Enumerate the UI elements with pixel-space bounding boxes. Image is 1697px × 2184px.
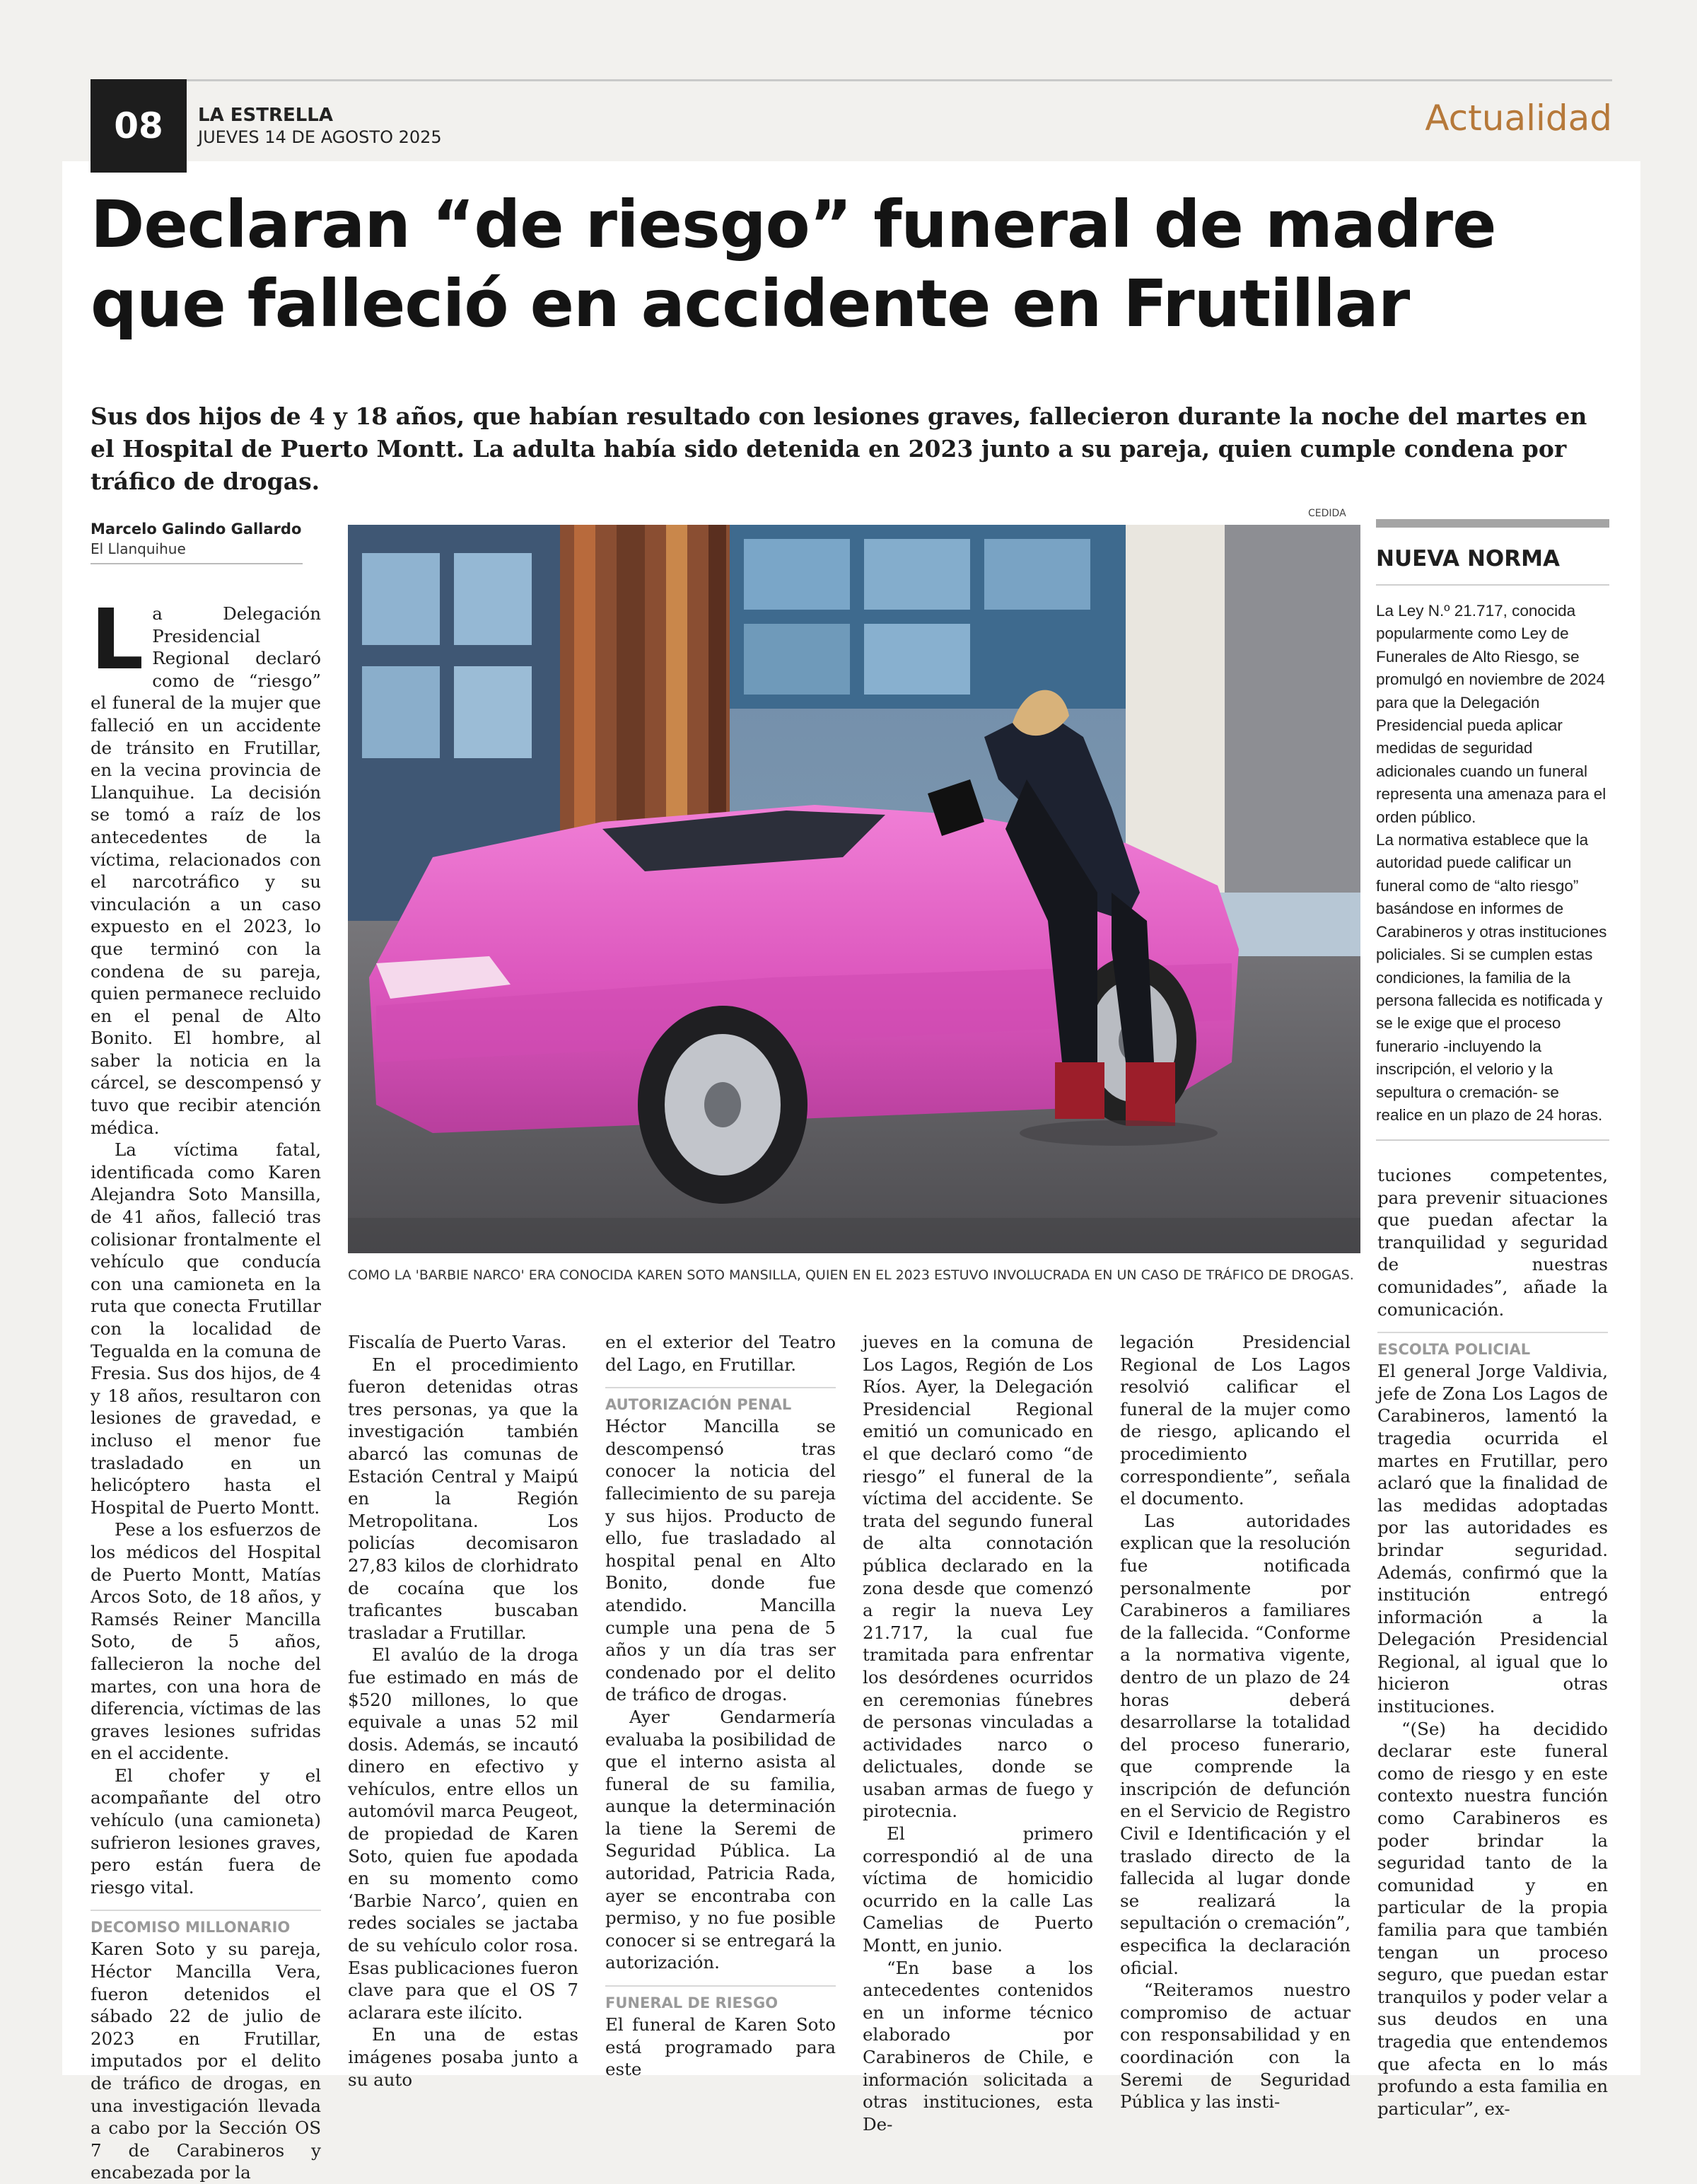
column-1-p4: El chofer y el acompañante del otro vehículo (una camioneta) sufrieron lesiones graves, pero están fuera de riesgo vital.: [91, 1765, 321, 1898]
subhead-funeral: FUNERAL DE RIESGO: [605, 1985, 836, 2012]
column-3-p2: Héctor Mancilla se descompensó tras conocer la noticia del fallecimiento de su pareja y sus hijos. Producto de ello, fue trasladado al hospital penal en Alto Bonito, donde fue atendido. Mancilla cumple una pena de 5 años y un día tras ser condenado por el delito de tráfico de drogas.: [605, 1416, 836, 1705]
section-label: Actualidad: [1425, 98, 1612, 139]
byline: [91, 521, 303, 564]
newspaper-name: LA ESTRELLA: [198, 105, 334, 126]
sidebar-body: [1376, 600, 1609, 1127]
column-6: [1377, 1164, 1608, 2119]
column-5-p3: “Reiteramos nuestro compromiso de actuar con responsabilidad y en coordinación con la Seremi de Seguridad Pública y las insti-: [1120, 1980, 1351, 2113]
issue-date: JUEVES 14 DE AGOSTO 2025: [198, 127, 442, 147]
column-4: [863, 1331, 1093, 2134]
column-1-p5: Karen Soto y su pareja, Héctor Mancilla Vera, fueron detenidos el sábado 22 de julio de 2023 en Frutillar, imputados por el delito de tráfico de drogas, en una investigación llevada a cabo por la Sección OS 7 de Carabineros y encabezada por la: [91, 1939, 321, 2183]
author-name: Marcelo Galindo Gallardo: [91, 521, 302, 538]
sidebar-p1: La Ley N.º 21.717, conocida popularmente como Ley de Funerales de Alto Riesgo, se promulgó en noviembre de 2024 para que la Delegación Presidencial pueda aplicar medidas de seguridad adicionales cuando un funeral representa una amenaza para el orden público.: [1376, 602, 1606, 826]
headline-line-2: que falleció en accidente en Frutillar: [91, 266, 1410, 342]
column-1-p3: Pese a los esfuerzos de los médicos del Hospital de Puerto Montt, Matías Arcos Soto, de 18 años, y Ramsés Reiner Mancilla Soto, de 5 años, fallecieron la noche del martes, con una hora de diferencia, víctimas de las graves lesiones sufridas en el accidente.: [91, 1519, 321, 1764]
column-3: [605, 1331, 836, 2080]
author-outlet: El Llanquihue: [91, 540, 186, 557]
column-1: [91, 591, 321, 2183]
page-number: 08: [91, 79, 187, 173]
sidebar-top-bar: [1376, 519, 1609, 528]
sidebar-nueva-norma: [1376, 519, 1609, 1141]
column-1-p1: [91, 591, 321, 1139]
sidebar-p2: La normativa establece que la autoridad puede calificar un funeral como de “alto riesgo” basándose en informes de Carabineros y otras instituciones policiales. Si se cumplen estas condiciones, la familia de la persona fallecida es notificada y se le exige que el proceso funerario -incluyendo la inscripción, el velorio y la sepultura o cremación- se realice en un plazo de 24 horas.: [1376, 831, 1607, 1124]
column-2-p3: El avalúo de la droga fue estimado en más de $520 millones, lo que equivale a unas 52 mil dosis. Además, se incautó dinero en efectivo y vehículos, entre ellos un automóvil marca Peugeot, de propiedad de Karen Soto, quien fue apodada en su momento como ‘Barbie Narco’, quien en redes sociales se jactaba de su vehículo color rosa. Esas publicaciones fueron clave para que el OS 7 aclarara este ilícito.: [348, 1644, 578, 2023]
masthead-rule: [91, 79, 1612, 81]
column-4-p1: jueves en la comuna de Los Lagos, Región de Los Ríos. Ayer, la Delegación Presidencial Regional emitió un comunicado en el que declaró como “de riesgo” el funeral de la víctima del accidente. Se trata del segundo funeral de alta connotación pública declarado en la zona desde que comenzó a regir la nueva Ley 21.717, la cual fue tramitada para enfrentar los desórdenes ocurridos en ceremonias fúnebres de personas vinculadas a actividades narco o delictuales, donde se usaban armas de fuego y pirotecnia.: [863, 1332, 1093, 1822]
headline: [91, 185, 1611, 344]
subhead-escolta: ESCOLTA POLICIAL: [1377, 1332, 1608, 1359]
article-photo: [348, 525, 1360, 1253]
column-1-p2: La víctima fatal, identificada como Karen Alejandra Soto Mansilla, de 41 años, falleció tras colisionar frontalmente el vehículo que conducía con una camioneta en la ruta que conecta Frutillar con la localidad de Tegualda en la comuna de Fresia. Sus dos hijos, de 4 y 18 años, resultaron con lesiones de gravedad, e incluso el menor fue trasladado en un helicóptero hasta el Hospital de Puerto Montt.: [91, 1139, 321, 1518]
column-3-p3: Ayer Gendarmería evaluaba la posibilidad de que el interno asista al funeral de su familia, aunque la determinación la tiene la Seremi de Seguridad Pública. La autoridad, Patricia Rada, ayer se encontraba con permiso, y no fue posible conocer si se entregará la autorización.: [605, 1706, 836, 1973]
column-5: [1120, 1331, 1351, 2113]
dropcap: L: [91, 591, 144, 688]
column-6-p3: “(Se) ha decidido declarar este funeral como de riesgo y en este contexto nuestra función como Carabineros es poder brindar la seguridad tanto de la comunidad y en particular de la propia familia para que también tengan un proceso seguro, que puedan estar tranquilos y poder velar a sus deudos en una tragedia que entendemos que afecta en lo más profundo a esta familia en particular”, ex-: [1377, 1718, 1608, 2119]
column-6-p2: El general Jorge Valdivia, jefe de Zona Los Lagos de Carabineros, lamentó la tragedia ocurrida el martes en Frutillar, pero aclaró que la finalidad de las medidas adoptadas por las autoridades es brindar seguridad. Además, confirmó que la institución entregó información a la Delegación Presidencial Regional, al igual que lo hicieron otras instituciones.: [1377, 1361, 1608, 1717]
column-1-p1-text: a Delegación Presidencial Regional declaró como de “riesgo” el funeral de la mujer que falleció en un accidente de tránsito en Frutillar, en la vecina provincia de Llanquihue. La decisión se tomó a raíz de los antecedentes de la víctima, relacionados con el narcotráfico y su vinculación a un caso expuesto en el 2023, lo que terminó con la condena de su pareja, quien permanece recluido en el penal de Alto Bonito. El hombre, al saber la noticia en la cárcel, se descompensó y tuvo que recibir atención médica.: [91, 603, 321, 1138]
column-5-p2: Las autoridades explican que la resolución fue notificada personalmente por Carabineros a familiares de la fallecida. “Conforme a la normativa vigente, dentro de un plazo de 24 horas deberá desarrollarse la totalidad del proceso funerario, que comprende la inscripción de defunción en el Servicio de Registro Civil e Identificación y el traslado directo de la fallecida al lugar donde se realizará la sepultación o cremación”, especifica la declaración oficial.: [1120, 1510, 1351, 1978]
column-5-p1: legación Presidencial Regional de Los Lagos resolvió calificar el funeral de la mujer como de riesgo, aplicando el procedimiento correspondiente”, señala el documento.: [1120, 1332, 1351, 1509]
column-4-p3: “En base a los antecedentes contenidos en un informe técnico elaborado por Carabineros de Chile, e información solicitada a otras instituciones, esta De-: [863, 1957, 1093, 2134]
subhead-autorizacion: AUTORIZACIÓN PENAL: [605, 1387, 836, 1414]
headline-line-1: Declaran “de riesgo” funeral de madre: [91, 187, 1496, 262]
photo-illustration: [348, 525, 1360, 1253]
column-3-p4: El funeral de Karen Soto está programado para este: [605, 2014, 836, 2080]
column-6-p1: tuciones competentes, para prevenir situaciones que puedan afectar la tranquilidad y seguridad de nuestras comunidades”, añade la comunicación.: [1377, 1165, 1608, 1320]
sidebar-title: NUEVA NORMA: [1376, 546, 1609, 586]
column-4-p2: El primero correspondió al de una víctima de homicidio ocurrido en la calle Las Camelias de Puerto Montt, en junio.: [863, 1823, 1093, 1956]
sidebar-bottom-rule: [1376, 1139, 1609, 1141]
column-3-p1: en el exterior del Teatro del Lago, en Frutillar.: [605, 1332, 836, 1375]
subhead-decomiso: DECOMISO MILLONARIO: [91, 1910, 321, 1936]
deck: Sus dos hijos de 4 y 18 años, que habían resultado con lesiones graves, fallecieron durante la noche del martes en el Hospital de Puerto Montt. La adulta había sido detenida en 2023 junto a su pareja, quien cumple condena por tráfico de drogas.: [91, 402, 1587, 495]
column-2: [348, 1331, 578, 2090]
column-2-p1: Fiscalía de Puerto Varas.: [348, 1332, 567, 1352]
photo-caption: COMO LA 'BARBIE NARCO' ERA CONOCIDA KAREN SOTO MANSILLA, QUIEN EN EL 2023 ESTUVO INVOLUCRADA EN UN CASO DE TRÁFICO DE DROGAS.: [348, 1267, 1354, 1283]
column-2-p2: En el procedimiento fueron detenidas otras tres personas, ya que la investigación también abarcó las comunas de Estación Central y Maipú en la Región Metropolitana. Los policías decomisaron 27,83 kilos de clorhidrato de cocaína que los traficantes buscaban trasladar a Frutillar.: [348, 1354, 578, 1643]
photo-credit: CEDIDA: [1308, 508, 1346, 519]
masthead: [91, 74, 1612, 173]
column-2-p4: En una de estas imágenes posaba junto a su auto: [348, 2024, 578, 2090]
